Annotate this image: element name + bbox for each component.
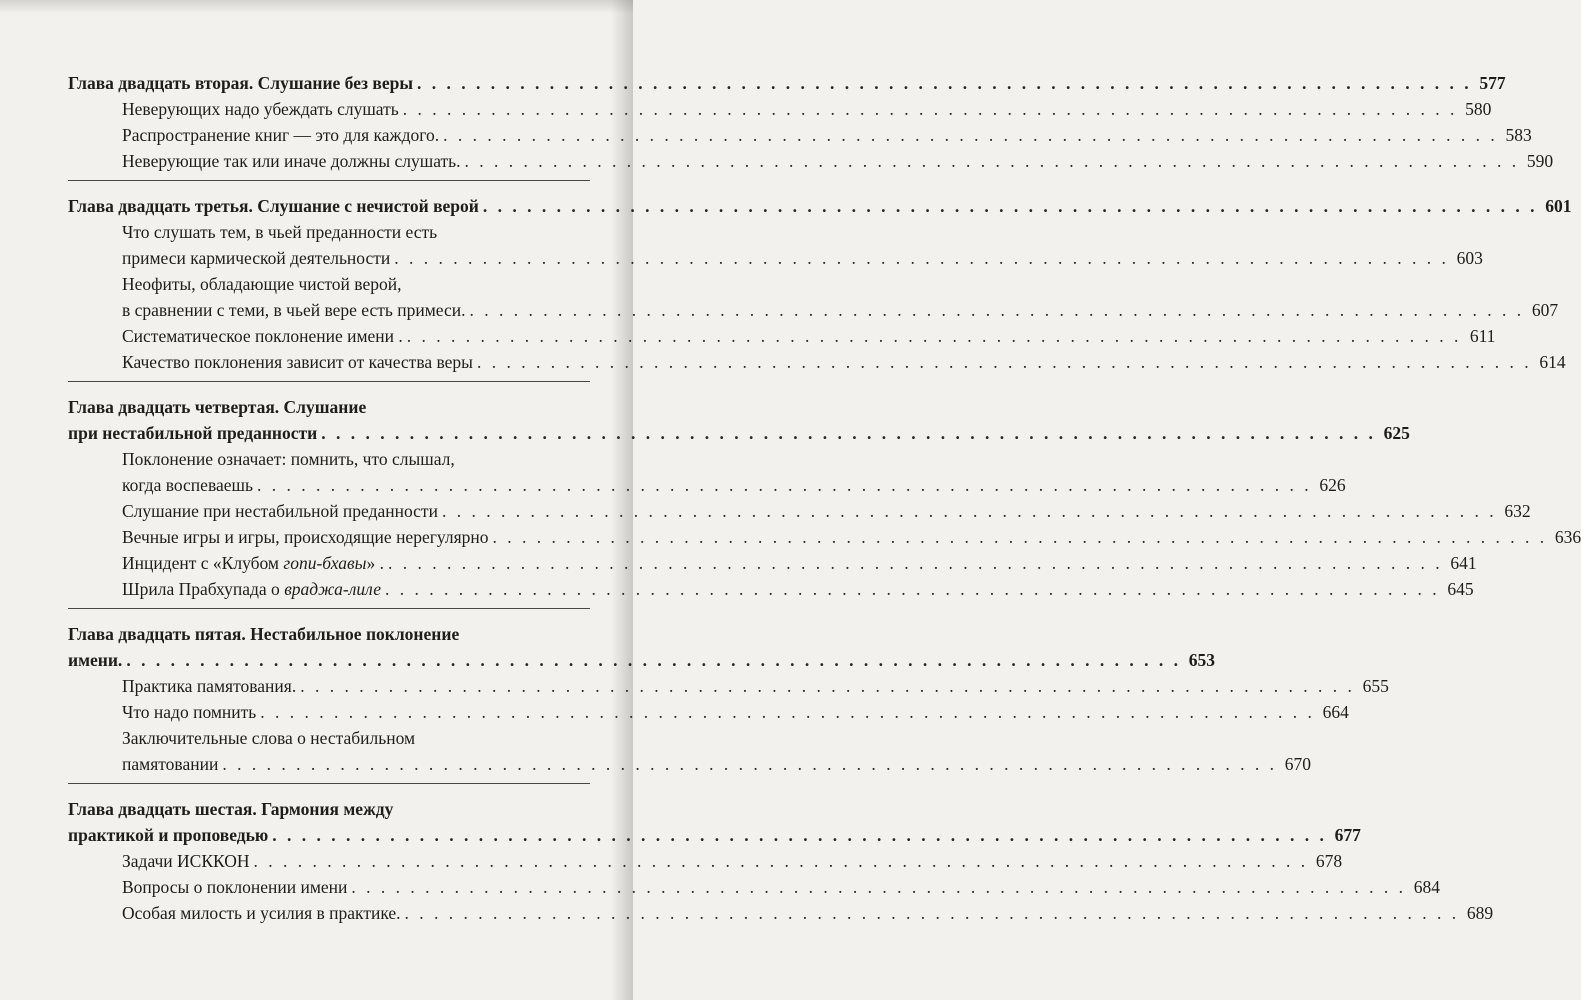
page-number: 614 [1539, 352, 1566, 372]
entry-title: Задачи ИСККОН [122, 851, 250, 871]
toc-entry[interactable] [68, 349, 1566, 375]
entry-title: памятовании [122, 754, 219, 774]
toc-entry[interactable] [68, 472, 1346, 498]
page-number: 577 [1479, 73, 1506, 93]
toc-entry[interactable] [68, 673, 1389, 699]
chapter-block [68, 70, 1554, 181]
leader-dots [254, 848, 1309, 874]
toc-entry-text [122, 349, 473, 375]
toc-entry[interactable] [68, 874, 1441, 900]
leader-dots [272, 822, 1327, 848]
chapter-heading[interactable] [68, 193, 1572, 219]
leader-dots [260, 699, 1315, 725]
page-number: 655 [1362, 676, 1389, 696]
entry-title: примеси кармической деятельности [122, 248, 391, 268]
page-number: 684 [1413, 877, 1441, 897]
chapter-heading[interactable] [68, 70, 1506, 96]
chapter-heading[interactable] [68, 394, 590, 420]
chapter-block [68, 621, 1389, 784]
page-number: 607 [1531, 300, 1559, 320]
leader-dots [385, 576, 1440, 602]
toc-entry[interactable] [68, 297, 1559, 323]
entry-title: Глава двадцать пятая. Нестабильное поклонение [68, 624, 460, 644]
table-of-contents [68, 70, 1581, 944]
leader-dots [483, 193, 1538, 219]
page-number: 580 [1465, 99, 1492, 119]
chapter-block [68, 394, 1581, 609]
entry-title: Что надо помнить [122, 702, 257, 722]
toc-entry-text [122, 550, 384, 576]
toc-entry-text [122, 699, 256, 725]
entry-title: Глава двадцать шестая. Гармония между [68, 799, 394, 819]
entry-title: Вечные игры и игры, происходящие нерегулярно [122, 527, 489, 547]
toc-entry-text [122, 472, 253, 498]
toc-entry-text [122, 576, 381, 602]
page-number: 645 [1447, 579, 1474, 599]
chapter-block [68, 796, 1494, 932]
toc-entry[interactable] [68, 699, 1349, 725]
toc-entry[interactable] [68, 576, 1474, 602]
entry-title: Особая милость и усилия в практике. [122, 903, 401, 923]
chapter-heading-text [68, 796, 393, 822]
entry-title: Заключительные слова о нестабильном [122, 728, 416, 748]
toc-entry-text [122, 271, 401, 297]
toc-entry[interactable] [68, 900, 1494, 926]
leader-dots [465, 148, 1520, 174]
page-number: 590 [1526, 151, 1554, 171]
chapter-heading-text [68, 822, 268, 848]
entry-title: Распространение книг — это для каждого. [122, 125, 440, 145]
leader-dots [394, 245, 1449, 271]
toc-entry[interactable] [68, 751, 1311, 777]
chapter-heading[interactable] [68, 822, 1361, 848]
entry-title: Неверующие так или иначе должны слушать. [122, 151, 461, 171]
page-number: 653 [1188, 650, 1215, 670]
leader-dots [126, 647, 1181, 673]
page-top-shadow [0, 0, 633, 14]
page-number: 603 [1456, 248, 1483, 268]
page-number: 689 [1466, 903, 1494, 923]
page-number: 632 [1504, 501, 1531, 521]
page-number: 677 [1334, 825, 1361, 845]
chapter-heading-text [68, 193, 479, 219]
toc-entry[interactable] [68, 96, 1492, 122]
entry-title: в сравнении с теми, в чьей вере есть примеси. [122, 300, 466, 320]
leader-dots [493, 524, 1548, 550]
leader-dots [388, 550, 1443, 576]
toc-entry-text [122, 148, 461, 174]
toc-entry[interactable] [68, 524, 1581, 550]
toc-entry-text [122, 725, 415, 751]
toc-entry[interactable] [68, 122, 1532, 148]
toc-entry[interactable] [68, 219, 590, 245]
toc-entry-text [122, 524, 489, 550]
page-number: 625 [1383, 423, 1410, 443]
chapter-heading[interactable] [68, 796, 590, 822]
entry-title-italic: враджа-лиле [284, 579, 381, 599]
leader-dots [403, 96, 1458, 122]
page-number: 611 [1469, 326, 1496, 346]
toc-entry[interactable] [68, 725, 590, 751]
toc-entry[interactable] [68, 323, 1496, 349]
toc-entry[interactable] [68, 245, 1483, 271]
leader-dots [257, 472, 1312, 498]
page-number: 583 [1505, 125, 1532, 145]
toc-entry-text [122, 96, 399, 122]
entry-title: практикой и проповедью [68, 825, 269, 845]
toc-entry-text [122, 900, 401, 926]
chapter-heading-text [68, 621, 459, 647]
entry-title: Неверующих надо убеждать слушать [122, 99, 399, 119]
leader-dots [417, 70, 1472, 96]
entry-title: Практика памятования. [122, 676, 297, 696]
leader-dots [477, 349, 1532, 375]
entry-title-italic: гопи-бхавы [283, 553, 367, 573]
page-number: 626 [1319, 475, 1346, 495]
entry-title: Глава двадцать четвертая. Слушание [68, 397, 367, 417]
toc-entry-text [122, 874, 347, 900]
chapter-heading-text [68, 394, 366, 420]
chapter-heading-text [68, 647, 122, 673]
chapter-heading[interactable] [68, 420, 1410, 446]
entry-title: Инцидент с «Клубом [122, 553, 284, 573]
leader-dots [405, 900, 1460, 926]
chapter-heading-text [68, 70, 413, 96]
toc-entry[interactable] [68, 498, 1531, 524]
toc-entry-text [122, 219, 437, 245]
leader-dots [351, 874, 1406, 900]
toc-entry[interactable] [68, 848, 1343, 874]
chapter-heading[interactable] [68, 647, 1215, 673]
page-number: 601 [1545, 196, 1572, 216]
toc-entry-text [122, 498, 438, 524]
toc-entry-text [122, 323, 403, 349]
entry-title: Слушание при нестабильной преданности [122, 501, 438, 521]
toc-entry-text [122, 446, 455, 472]
toc-entry[interactable] [68, 550, 1477, 576]
toc-entry[interactable] [68, 148, 1554, 174]
entry-title: Поклонение означает: помнить, что слышал, [122, 449, 455, 469]
entry-title: Шрила Прабхупада о [122, 579, 285, 599]
leader-dots [442, 498, 1497, 524]
entry-title: Глава двадцать третья. Слушание с нечистой верой [68, 196, 479, 216]
toc-entry-text [122, 848, 250, 874]
toc-entry[interactable] [68, 446, 590, 472]
chapter-heading[interactable] [68, 621, 590, 647]
entry-title: Неофиты, обладающие чистой верой, [122, 274, 402, 294]
entry-title: имени. [68, 650, 123, 670]
toc-entry-text [122, 245, 390, 271]
toc-entry[interactable] [68, 271, 590, 297]
page-number: 641 [1450, 553, 1477, 573]
entry-title: Что слушать тем, в чьей преданности есть [122, 222, 438, 242]
leader-dots [443, 122, 1498, 148]
page-number: 664 [1322, 702, 1349, 722]
leader-dots [321, 420, 1376, 446]
toc-entry-text [122, 297, 466, 323]
entry-title-suffix: » . [366, 553, 384, 573]
chapter-block [68, 193, 1572, 382]
page-number: 670 [1284, 754, 1311, 774]
leader-dots [407, 323, 1462, 349]
chapter-heading-text [68, 420, 317, 446]
page-number: 678 [1315, 851, 1343, 871]
leader-dots [300, 673, 1355, 699]
toc-entry-text [122, 122, 439, 148]
entry-title: Качество поклонения зависит от качества веры [122, 352, 473, 372]
page-number: 636 [1554, 527, 1581, 547]
entry-title: Вопросы о поклонении имени [122, 877, 348, 897]
entry-title: при нестабильной преданности [68, 423, 318, 443]
entry-title: Систематическое поклонение имени . [122, 326, 403, 346]
leader-dots [470, 297, 1525, 323]
toc-entry-text [122, 751, 218, 777]
leader-dots [222, 751, 1277, 777]
entry-title: когда воспеваешь [122, 475, 253, 495]
entry-title: Глава двадцать вторая. Слушание без веры [68, 73, 413, 93]
toc-entry-text [122, 673, 296, 699]
